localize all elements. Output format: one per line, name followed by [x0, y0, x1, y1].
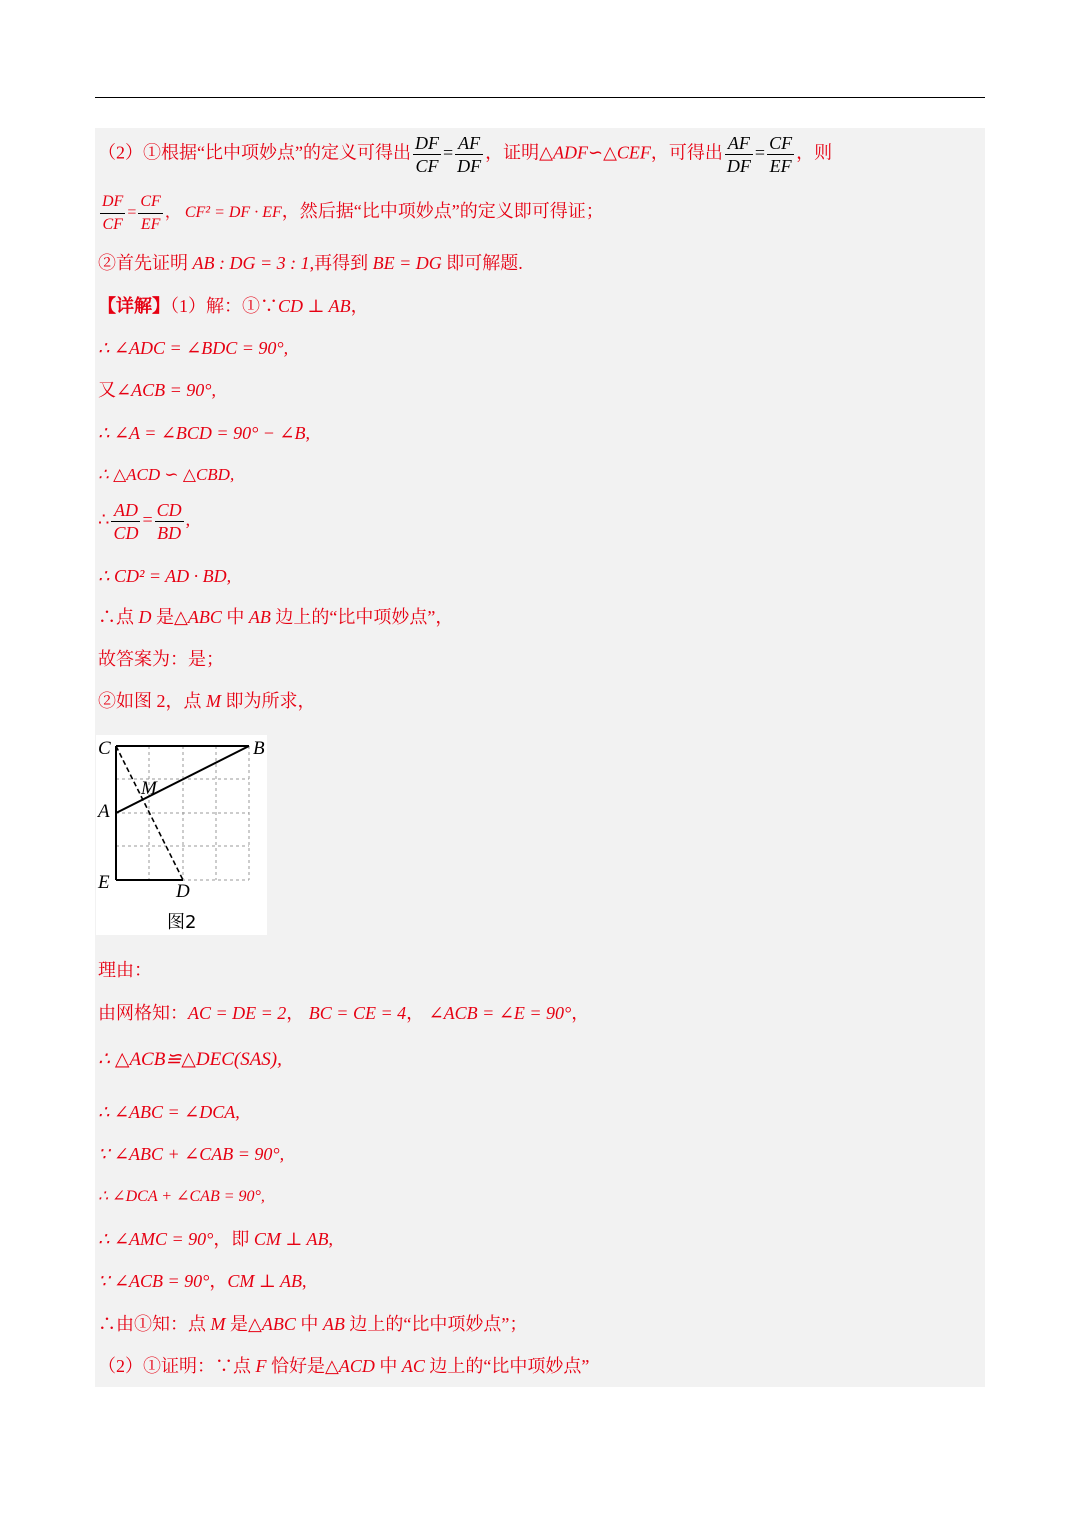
fraction-af-df: $\frac{AF}{DF}$ — [457, 133, 482, 176]
label-a: A — [98, 801, 110, 822]
figure-2 — [96, 735, 267, 935]
fraction-cf-ef-small: $\frac{CF}{EF}$ — [140, 193, 161, 233]
detail-line-5: ∴ ∠ADC = ∠BDC = 90°, — [98, 338, 289, 358]
proof-line-20: ∴ ∠AMC = 90°，即 CM ⊥ AB, — [98, 1229, 333, 1249]
detail-line-11: ∴点 D 是△ABC 中 AB 边上的“比中项妙点”， — [98, 607, 454, 627]
fraction-af-df-2: $\frac{AF}{DF}$ — [726, 133, 751, 176]
detail-line-9: ∴ $\frac{AD}{CD}$ = $\frac{CD}{BD}$ , — [98, 500, 191, 543]
proof-line-14: 理由： — [98, 960, 152, 980]
header-rule — [95, 97, 985, 98]
detail-line-4: 【详解】（1）解：①∵CD ⊥ AB， — [98, 296, 369, 316]
detail-line-10: ∴ CD² = AD · BD, — [98, 566, 232, 586]
figure-caption: 图2 — [167, 912, 197, 933]
fraction-df-cf-small: $\frac{DF}{CF}$ — [102, 193, 124, 233]
detail-line-8: ∴ △ACD ∽ △CBD, — [98, 465, 235, 484]
hint-line-3: ②首先证明 AB : DG = 3 : 1,再得到 BE = DG 即可解题. — [98, 253, 523, 273]
fraction-ad-cd: $\frac{AD}{CD}$ — [113, 500, 139, 543]
label-d: D — [176, 881, 190, 902]
equation-cf-squared: CF² = DF · EF — [184, 204, 282, 222]
hint-line-1: （2）①根据“比中项妙点”的定义可得出 $\frac{DF}{CF}$ = $\frac{AF}{DF}$ ，证明△ADF∽△CEF，可得出 $\frac{AF}{DF}$ = $\frac{CF}{EF}$ ，则 — [98, 133, 833, 176]
hint-text: （2）①根据“比中项妙点”的定义可得出 — [98, 142, 411, 163]
label-e: E — [98, 872, 110, 893]
fraction-cf-ef: $\frac{CF}{EF}$ — [769, 133, 793, 176]
proof-line-19: ∴ ∠DCA + ∠CAB = 90°, — [98, 1188, 265, 1205]
proof-line-23: （2）①证明：∵点 F 恰好是△ACD 中 AC 边上的“比中项妙点” — [98, 1356, 590, 1376]
detail-line-13: ②如图 2，点 M 即为所求， — [98, 691, 316, 711]
proof-line-17: ∴ ∠ABC = ∠DCA, — [98, 1102, 240, 1122]
proof-line-15: 由网格知：AC = DE = 2， BC = CE = 4， ∠ACB = ∠E = 90°， — [98, 1003, 590, 1023]
detail-line-7: ∴ ∠A = ∠BCD = 90° − ∠B, — [98, 423, 311, 443]
proof-line-16: ∴ △ACB≌△DEC(SAS), — [98, 1049, 282, 1070]
fraction-df-cf: $\frac{DF}{CF}$ — [414, 133, 439, 176]
label-c: C — [98, 738, 111, 759]
detail-tag: 【详解】 — [98, 296, 170, 316]
grid-diagram — [96, 735, 267, 935]
proof-line-18: ∵ ∠ABC + ∠CAB = 90°, — [98, 1144, 285, 1164]
hint-line-2: $\frac{DF}{CF}$ = $\frac{CF}{EF}$ ， CF² = DF · EF，然后据“比中项妙点”的定义即可得证； — [98, 191, 604, 236]
label-b: B — [253, 738, 265, 759]
detail-line-6: 又∠ACB = 90°, — [98, 380, 216, 400]
fraction-cd-bd: $\frac{CD}{BD}$ — [156, 500, 182, 543]
dashed-grid — [116, 746, 249, 880]
proof-line-21: ∵ ∠ACB = 90°，CM ⊥ AB, — [98, 1271, 307, 1291]
detail-line-12: 故答案为：是； — [98, 649, 224, 669]
label-m: M — [141, 778, 157, 799]
proof-line-22: ∴由①知：点 M 是△ABC 中 AB 边上的“比中项妙点”； — [98, 1314, 528, 1334]
